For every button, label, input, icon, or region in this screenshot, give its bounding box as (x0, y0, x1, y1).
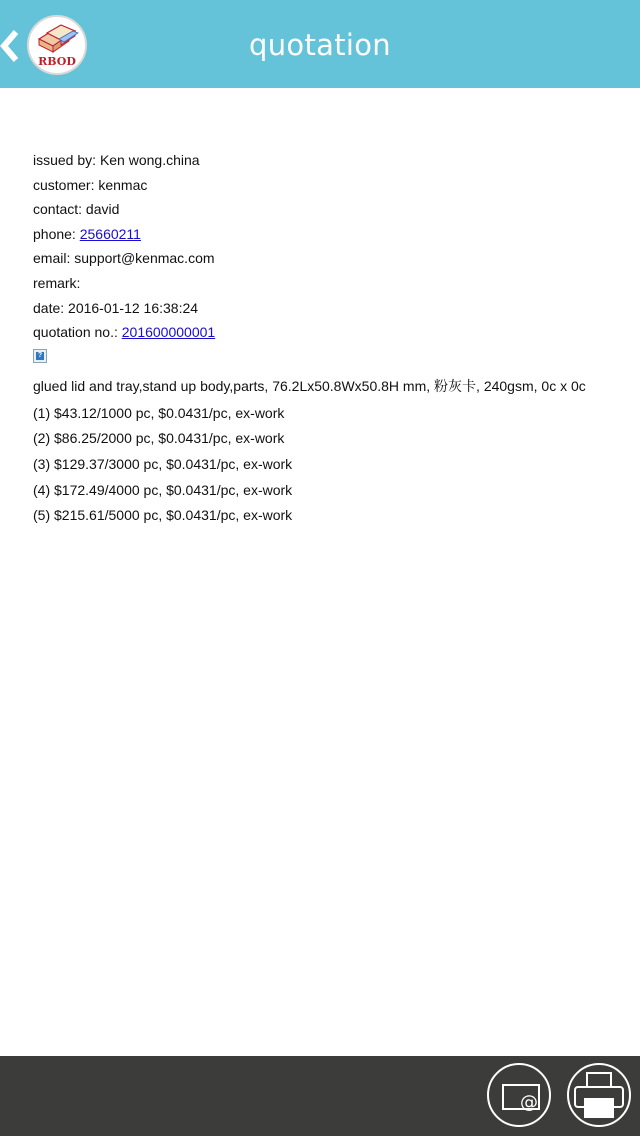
remark-label: remark: (33, 274, 81, 291)
quotation-no-row (33, 320, 633, 345)
price-line: (1) $43.12/1000 pc, $0.0431/pc, ex-work (33, 404, 285, 421)
customer-row (33, 173, 633, 198)
issued-by-row (33, 148, 633, 173)
contact-label: contact: (33, 201, 83, 218)
printer-icon (569, 1065, 629, 1125)
issued-by-label: issued by: (33, 152, 97, 168)
phone-label: phone: (33, 225, 76, 242)
header-bar (0, 0, 640, 88)
price-line: (5) $215.61/5000 pc, $0.0431/pc, ex-work (33, 507, 293, 524)
date-value: 2016-01-12 16:38:24 (68, 299, 199, 316)
contact-row (33, 197, 633, 222)
email-label: email: (33, 250, 71, 267)
page-title: quotation (249, 28, 391, 62)
contact-value: david (85, 201, 120, 218)
quotation-no-label: quotation no.: (33, 324, 118, 341)
print-button[interactable] (567, 1063, 631, 1127)
date-label: date: (33, 299, 65, 316)
issued-by-value: Ken wong.china (99, 152, 200, 168)
quotation-content (33, 148, 633, 529)
email-button[interactable] (487, 1063, 551, 1127)
bottom-toolbar (0, 1056, 640, 1136)
date-row (33, 296, 633, 321)
phone-link[interactable]: 25660211 (79, 225, 141, 242)
quotation-no-link[interactable]: 201600000001 (121, 324, 216, 341)
price-line: (3) $129.37/3000 pc, $0.0431/pc, ex-work (33, 455, 293, 472)
phone-row (33, 222, 633, 247)
remark-row (33, 271, 633, 296)
product-description: glued lid and tray,stand up body,parts, 76.2Lx50.8Wx50.8H mm, 粉灰卡, 240gsm, 0c x 0c (33, 377, 586, 394)
customer-label: customer: (33, 176, 95, 193)
price-line: (2) $86.25/2000 pc, $0.0431/pc, ex-work (33, 430, 285, 447)
email-row (33, 246, 633, 271)
customer-value: kenmac (98, 176, 148, 193)
svg-text:@: @ (520, 1092, 538, 1113)
broken-image-icon: ? (33, 349, 47, 363)
product-image-row (33, 345, 633, 371)
price-list (33, 401, 633, 529)
price-line: (4) $172.49/4000 pc, $0.0431/pc, ex-work (33, 481, 293, 498)
email-value: support@kenmac.com (74, 250, 215, 267)
logo-text: RBOD (38, 55, 76, 68)
email-at-icon (489, 1065, 549, 1125)
